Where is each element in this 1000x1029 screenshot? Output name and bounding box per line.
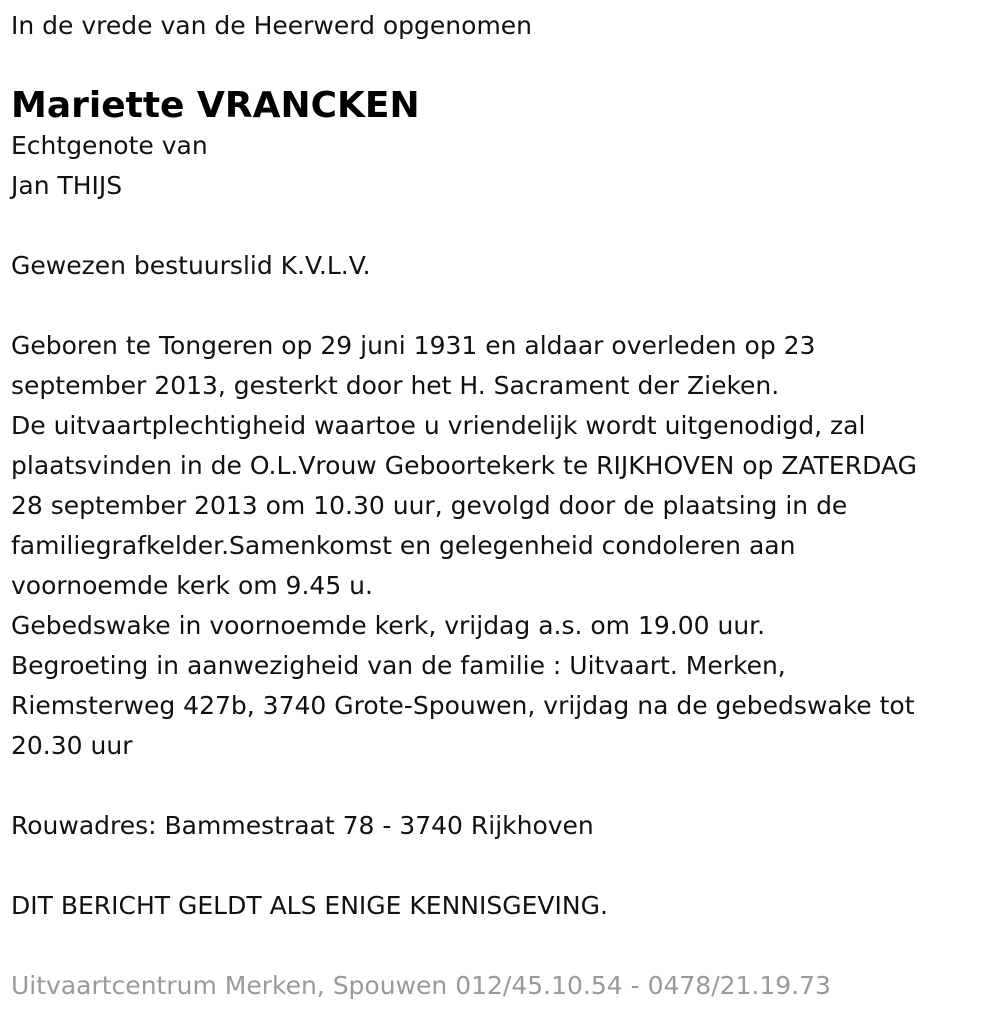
body-line: familiegrafkelder.Samenkomst en gelegenheid condoleren aan xyxy=(11,531,796,560)
relation-line-2: Jan THIJS xyxy=(11,171,123,200)
body-text xyxy=(11,326,986,766)
body-line: De uitvaartplechtigheid waartoe u vriendelijk wordt uitgenodigd, zal xyxy=(11,411,866,440)
role-text: Gewezen bestuurslid K.V.L.V. xyxy=(11,251,371,280)
body-line: voornoemde kerk om 9.45 u. xyxy=(11,571,373,600)
closing-statement: DIT BERICHT GELDT ALS ENIGE KENNISGEVING. xyxy=(11,891,608,920)
body-line: 20.30 uur xyxy=(11,731,133,760)
spacer xyxy=(11,206,986,246)
death-notice xyxy=(11,6,986,1006)
body-line: september 2013, gesterkt door het H. Sacrament der Zieken. xyxy=(11,371,780,400)
body-line: Riemsterweg 427b, 3740 Grote-Spouwen, vrijdag na de gebedswake tot xyxy=(11,691,915,720)
funeral-home-footer: Uitvaartcentrum Merken, Spouwen 012/45.10.54 - 0478/21.19.73 xyxy=(11,971,831,1000)
spacer xyxy=(11,766,986,806)
mourning-address: Rouwadres: Bammestraat 78 - 3740 Rijkhoven xyxy=(11,811,594,840)
body-line: Begroeting in aanwezigheid van de familie : Uitvaart. Merken, xyxy=(11,651,786,680)
body-line: Geboren te Tongeren op 29 juni 1931 en aldaar overleden op 23 xyxy=(11,331,816,360)
body-line: plaatsvinden in de O.L.Vrouw Geboortekerk te RIJKHOVEN op ZATERDAG xyxy=(11,451,917,480)
intro-text: In de vrede van de Heerwerd opgenomen xyxy=(11,11,533,40)
spacer xyxy=(11,286,986,326)
deceased-name: Mariette VRANCKEN xyxy=(11,85,420,126)
body-line: 28 september 2013 om 10.30 uur, gevolgd door de plaatsing in de xyxy=(11,491,848,520)
spacer xyxy=(11,846,986,886)
body-line: Gebedswake in voornoemde kerk, vrijdag a.s. om 19.00 uur. xyxy=(11,611,766,640)
spacer xyxy=(11,926,986,966)
relation-line-1: Echtgenote van xyxy=(11,131,208,160)
